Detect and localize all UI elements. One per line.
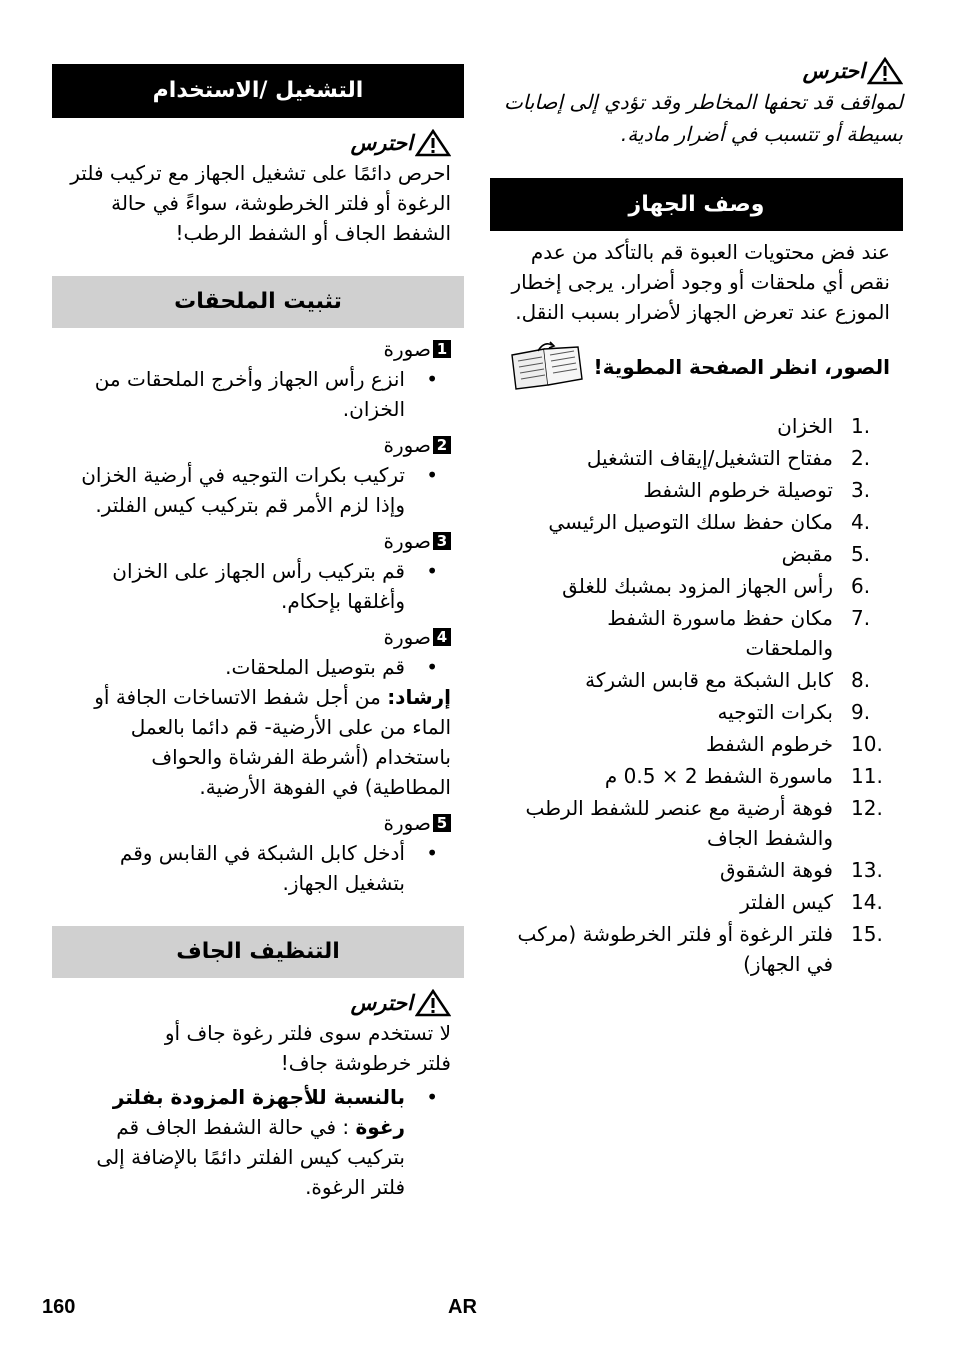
section-heading-dry-cleaning: التنظيف الجاف — [52, 926, 464, 978]
language-code: AR — [448, 1296, 477, 1318]
parts-list-item: 7. مكان حفظ ماسورة الشفط والملحقات — [607, 606, 871, 660]
figure-ref: 4 صورة — [52, 622, 451, 652]
parts-list-item: 8. كابل الشبكة مع قابس الشركة — [585, 668, 871, 692]
figure-ref: 5 صورة — [52, 808, 451, 838]
section-heading-description: وصف الجهاز — [490, 178, 903, 231]
parts-list-item: 10. خرطوم الشفط — [706, 732, 883, 756]
figure-number-badge: 1 — [433, 340, 451, 358]
tip-paragraph: إرشاد: من أجل شفط الاتساخات الجافة أو الماء من على الأرضية- قم دائما بالعمل باستخدام (أشرطة الفرشاة والحواف المطاطية) في الفوهة الأرضية. — [94, 685, 451, 799]
warning-triangle-icon — [415, 989, 451, 1017]
parts-list-item: 5. مقبض — [781, 542, 871, 566]
parts-list-item: 11. ماسورة الشفط 2 × 0.5 م — [604, 764, 883, 788]
step-bullet: • تركيب بكرات التوجيه في أرضية الخزان وإذا لزم الأمر قم بتركيب كيس الفلتر. — [52, 460, 405, 520]
accessories-steps — [52, 334, 464, 898]
section-heading-operation: التشغيل /الاستخدام — [52, 64, 464, 118]
warning-label-2: احترس — [52, 128, 464, 158]
fold-out-book-icon — [508, 341, 586, 393]
images-note — [490, 341, 903, 393]
figure-ref: 3 صورة — [52, 526, 451, 556]
figure-number-badge: 3 — [433, 532, 451, 550]
warning-label-1: احترس — [490, 56, 903, 86]
right-column — [490, 56, 903, 981]
description-intro: عند فض محتويات العبوة قم بالتأكد من عدم نقص أي ملحقات أو وجود أضرار. يرجى إخطار الموزع عند تعرض الجهاز لأضرار بسبب النقل. — [511, 240, 890, 324]
figure-ref: 1 صورة — [52, 334, 451, 364]
step-bullet: • انزع رأس الجهاز وأخرج الملحقات من الخزان. — [52, 364, 405, 424]
warning-label-3: احترس — [52, 988, 464, 1018]
left-column — [52, 64, 464, 1202]
parts-list-item: 9. بكرات التوجيه — [717, 700, 871, 724]
dry-cleaning-bullet: • بالنسبة للأجهزة المزودة بفلتر رغوة : في حالة الشفط الجاف قم بتركيب كيس الفلتر دائمًا بالإضافة إلى فلتر الرغوة. — [62, 1082, 405, 1202]
warning-text-2: احرص دائمًا على تشغيل الجهاز مع تركيب فلتر الرغوة أو فلتر الخرطوشة، سواءً في حالة الشفط الجاف أو الشفط الرطب! — [70, 161, 451, 245]
figure-number-badge: 5 — [433, 814, 451, 832]
images-note-text: الصور، انظر الصفحة المطوية! — [593, 355, 890, 379]
parts-list-item: 3. توصيلة خرطوم الشفط — [643, 478, 871, 502]
parts-list-item: 1. الخزان — [777, 414, 871, 438]
parts-list-item: 4. مكان حفظ سلك التوصيل الرئيسي — [548, 510, 871, 534]
step-bullet: • قم بتركيب رأس الجهاز على الخزان وأغلقها بإحكام. — [82, 556, 405, 616]
dry-cleaning-list — [52, 1082, 464, 1202]
step-bullet: • أدخل كابل الشبكة في القابس وقم بتشغيل الجهاز. — [82, 838, 405, 898]
warning-text-1: لمواقف قد تحفها المخاطر وقد تؤدي إلى إصابات بسيطة أو تتسبب في أضرار مادية. — [503, 90, 903, 146]
parts-list-item: 6. رأس الجهاز المزود بمشبك للغلق — [562, 574, 871, 598]
page-number: 160 — [42, 1296, 76, 1318]
parts-list-item: 2. مفتاح التشغيل/إيقاف التشغيل — [586, 446, 871, 470]
parts-list-item: 14. كيس الفلتر — [740, 890, 883, 914]
warning-triangle-icon — [415, 129, 451, 157]
section-heading-accessories: تثبيت الملحقات — [52, 276, 464, 328]
figure-ref: 2 صورة — [52, 430, 451, 460]
figure-number-badge: 4 — [433, 628, 451, 646]
step-bullet: • قم بتوصيل الملحقات. — [52, 652, 405, 682]
parts-list-item: 15. فلتر الرغوة أو فلتر الخرطوشة (مركب في الجهاز) — [517, 922, 883, 976]
parts-list-item: 13. فوهة الشقوق — [720, 858, 883, 882]
parts-list — [490, 411, 903, 979]
warning-triangle-icon — [867, 57, 903, 85]
figure-number-badge: 2 — [433, 436, 451, 454]
warning-text-3: لا تستخدم سوى فلتر رغوة جاف أو فلتر خرطوشة جاف! — [164, 1021, 451, 1075]
parts-list-item: 12. فوهة أرضية مع عنصر للشفط الرطب والشفط الجاف — [525, 796, 883, 850]
